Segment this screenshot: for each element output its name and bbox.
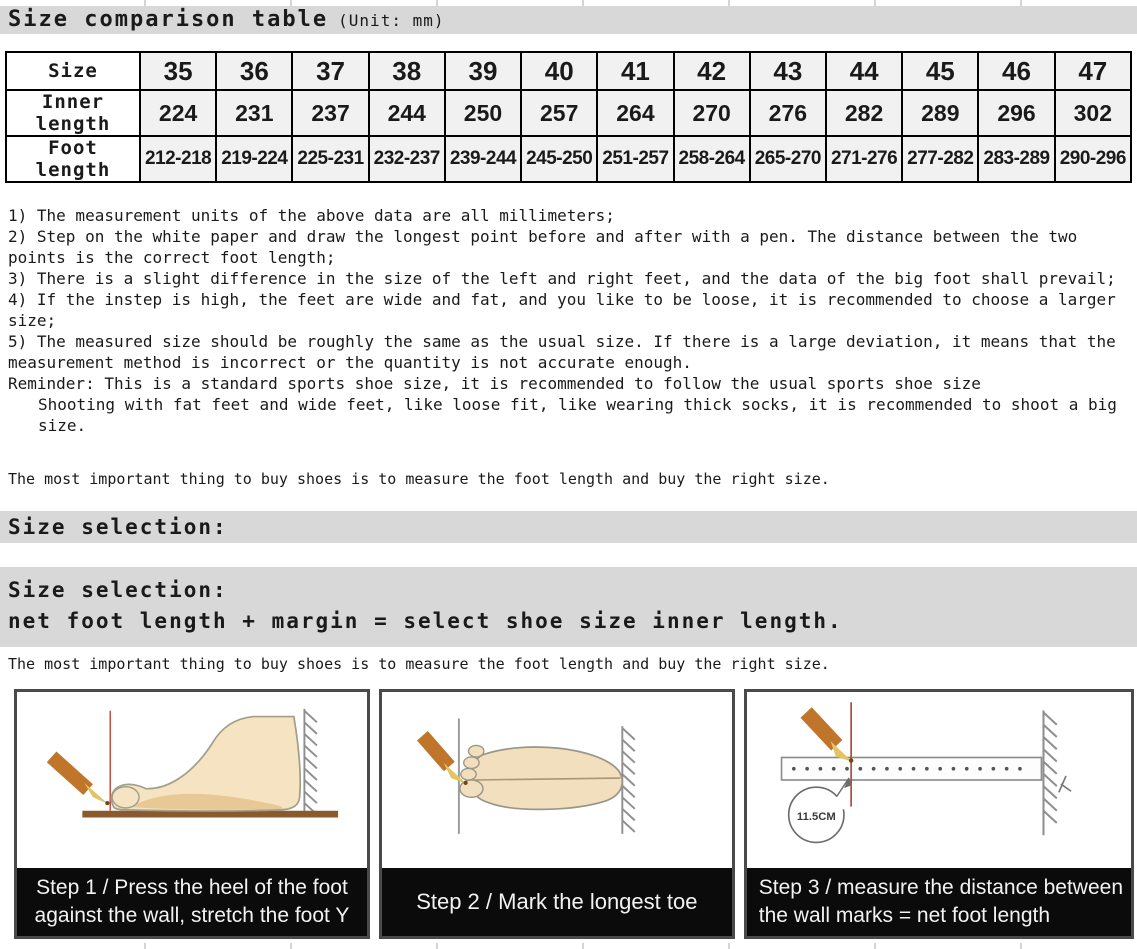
measure-circle-callout (788, 778, 851, 842)
foot-side-view-illustration (17, 692, 367, 868)
size-selection-heading: Size selection: (0, 511, 1137, 543)
page-title: Size comparison table (8, 7, 329, 32)
size-cell: 39 (445, 52, 521, 90)
inner-length-cell: 244 (369, 90, 445, 136)
size-cell: 40 (521, 52, 597, 90)
inner-length-cell: 237 (292, 90, 368, 136)
step-1-caption-line-2: against the wall, stretch the foot Y (34, 904, 350, 927)
foot-length-cell: 265-270 (750, 136, 826, 182)
wall-hatch-icon (622, 726, 634, 834)
wall-hatch-icon (1043, 710, 1056, 835)
size-cell: 46 (978, 52, 1054, 90)
pencil-icon (422, 736, 467, 785)
toe (464, 757, 479, 769)
size-cell: 42 (674, 52, 750, 90)
size-cell: 36 (216, 52, 292, 90)
formula-line-2: net foot length + margin = select shoe size inner length. (8, 609, 843, 633)
note-1: 1) The measurement units of the above data are all millimeters; (8, 206, 615, 225)
note-2: 2) Step on the white paper and draw the longest point before and after with a pen. The distance between the two points is the correct foot length; (8, 227, 1078, 267)
table-row-foot-length (6, 136, 1131, 182)
reminder-line-2: Shooting with fat feet and wide feet, like loose fit, like wearing thick socks, it is recommended to shoot a big size. (38, 395, 1117, 435)
wall-hatch-icon (304, 709, 316, 815)
foot-length-cell: 225-231 (292, 136, 368, 182)
step-1-panel (14, 689, 370, 939)
row-label-size: Size (6, 52, 140, 90)
inner-length-cell: 264 (597, 90, 673, 136)
foot-length-cell: 232-237 (369, 136, 445, 182)
size-cell: 37 (292, 52, 368, 90)
inner-length-cell: 276 (750, 90, 826, 136)
small-figure-mark (1059, 776, 1071, 792)
foot-length-cell: 251-257 (597, 136, 673, 182)
foot-length-cell: 219-224 (216, 136, 292, 182)
step-3-caption (747, 868, 1131, 936)
inner-length-cell: 296 (978, 90, 1054, 136)
inner-length-cell: 289 (902, 90, 978, 136)
reminder-line: Reminder: This is a standard sports shoe size, it is recommended to follow the usual sports shoe size (8, 374, 981, 393)
foot-length-cell: 212-218 (140, 136, 216, 182)
important-note: The most important thing to buy shoes is to measure the foot length and buy the right size. (8, 470, 830, 488)
important-note-repeat: The most important thing to buy shoes is to measure the foot length and buy the right size. (8, 655, 830, 673)
foot-length-cell: 239-244 (445, 136, 521, 182)
step-3-illustration (747, 692, 1131, 868)
inner-length-cell: 250 (445, 90, 521, 136)
step-1-illustration (17, 692, 367, 868)
footprint-top-view-illustration (382, 692, 732, 868)
formula-line-1: Size selection: (8, 578, 228, 602)
title-band (0, 6, 1137, 34)
step-1-caption (17, 868, 367, 936)
toe (468, 745, 483, 757)
step-2-caption-line: Step 2 / Mark the longest toe (416, 889, 698, 914)
foot-length-cell: 277-282 (902, 136, 978, 182)
size-cell: 35 (140, 52, 216, 90)
size-cell: 44 (826, 52, 902, 90)
foot-length-cell: 283-289 (978, 136, 1054, 182)
row-label-inner-length: Inner length (6, 90, 140, 136)
measure-label: 11.5CM (796, 810, 836, 823)
size-cell: 38 (369, 52, 445, 90)
foot-length-cell: 271-276 (826, 136, 902, 182)
step-3-caption-line-1: Step 3 / measure the distance between (758, 876, 1124, 899)
inner-length-cell: 302 (1055, 90, 1131, 136)
big-toe (112, 787, 139, 808)
step-3-panel (744, 689, 1134, 939)
ruler-measure-illustration (747, 692, 1131, 868)
inner-length-cell: 282 (826, 90, 902, 136)
inner-length-cell: 270 (674, 90, 750, 136)
bottom-grid-ticks (0, 943, 1137, 949)
table-row-inner-length (6, 90, 1131, 136)
step-2-caption (382, 868, 732, 936)
size-comparison-table (5, 51, 1132, 183)
step-2-panel (379, 689, 735, 939)
note-5: 5) The measured size should be roughly the same as the usual size. If there is a large deviation, it means that the measurement method is incorrect or the quantity is not accurate enough. (8, 332, 1116, 372)
size-cell: 47 (1055, 52, 1131, 90)
step-1-caption-line-1: Step 1 / Press the heel of the foot (36, 876, 348, 899)
inner-length-cell: 224 (140, 90, 216, 136)
pencil-icon (52, 757, 110, 805)
note-3: 3) There is a slight difference in the size of the left and right feet, and the data of the big foot shall prevail; (8, 269, 1116, 288)
unit-label: (Unit: mm) (338, 11, 445, 30)
step-2-illustration (382, 692, 732, 868)
size-cell: 41 (597, 52, 673, 90)
foot-length-cell: 245-250 (521, 136, 597, 182)
table-row-size (6, 52, 1131, 90)
pencil-icon (806, 712, 853, 762)
step-3-caption-line-2: the wall marks = net foot length (758, 904, 1051, 927)
toe (461, 768, 476, 780)
row-label-foot-length: Foot length (6, 136, 140, 182)
note-4: 4) If the instep is high, the feet are wide and fat, and you like to be loose, it is recommended to choose a larger size; (8, 290, 1116, 330)
foot-length-cell: 290-296 (1055, 136, 1131, 182)
measurement-notes (0, 205, 1137, 436)
measurement-steps (14, 689, 1134, 939)
size-selection-formula-block (0, 567, 1137, 647)
inner-length-cell: 231 (216, 90, 292, 136)
size-cell: 43 (750, 52, 826, 90)
size-cell: 45 (902, 52, 978, 90)
inner-length-cell: 257 (521, 90, 597, 136)
foot-length-cell: 258-264 (674, 136, 750, 182)
